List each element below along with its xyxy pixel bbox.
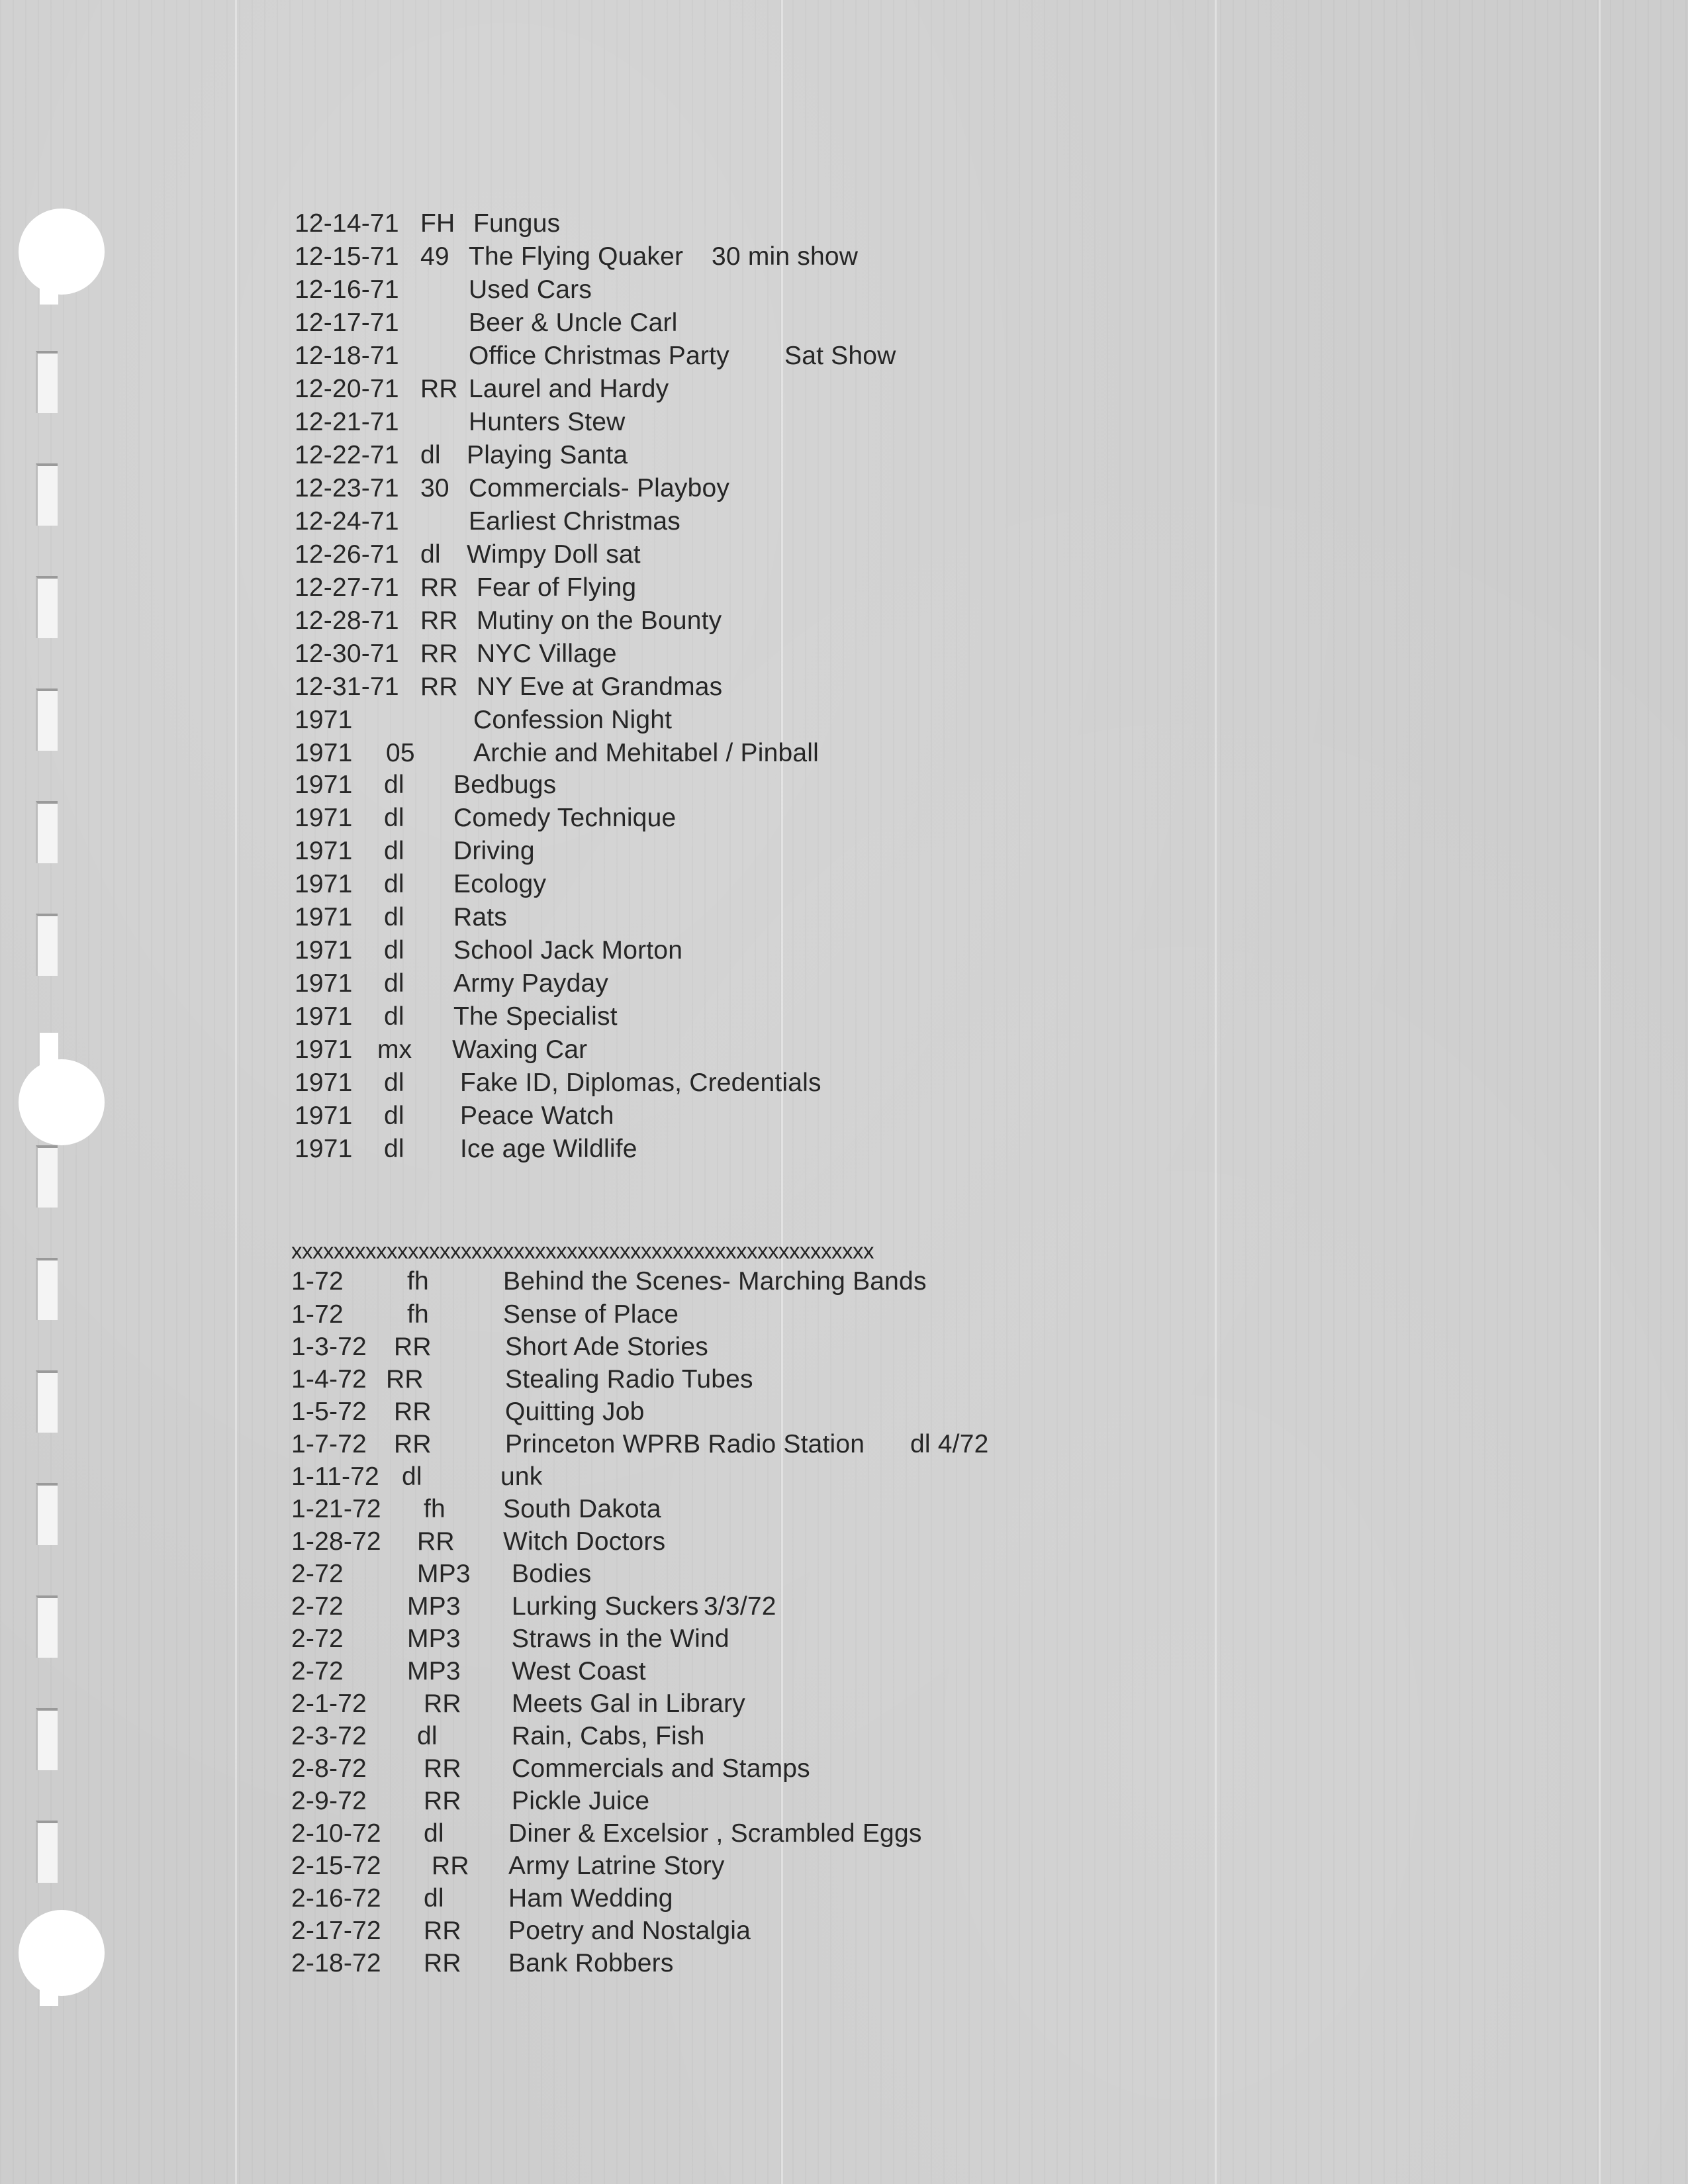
entry-title: Behind the Scenes- Marching Bands [503,1267,927,1296]
entry-title: Pickle Juice [512,1787,650,1815]
entry-code: MP3 [407,1592,461,1621]
entry-title: Beer & Uncle Carl [469,309,678,337]
entry-title: Army Payday [453,969,609,998]
section-separator: xxxxxxxxxxxxxxxxxxxxxxxxxxxxxxxxxxxxxxxxxxxxxxxxxxxxxxx [291,1239,874,1263]
binder-tab [36,688,58,751]
binder-tab [36,1258,58,1320]
entry-code: RR [420,573,458,602]
entry-date: 2-17-72 [291,1917,381,1945]
entry-code: RR [420,673,458,701]
entry-title: Bank Robbers [508,1949,674,1977]
entry-date: 12-24-71 [295,507,399,536]
binder-tab [36,801,58,863]
entry-code: RR [424,1949,461,1977]
entry-date: 2-72 [291,1560,344,1588]
entry-code: 05 [386,739,415,767]
entry-date: 1-11-72 [291,1462,379,1491]
entry-code: dl [384,771,404,799]
entry-date: 12-14-71 [295,209,399,238]
entry-date: 2-72 [291,1592,344,1621]
entry-code: dl [402,1462,422,1491]
entry-title: Lurking Suckers [512,1592,699,1621]
entry-date: 1-72 [291,1300,344,1329]
entry-code: dl [384,870,404,898]
entry-date: 1-3-72 [291,1333,367,1361]
entry-note: 30 min show [712,242,859,271]
entry-code: dl [384,1068,404,1097]
entry-title: Peace Watch [460,1102,614,1130]
entry-code: dl [417,1722,438,1750]
entry-code: dl [384,969,404,998]
binder-hole [19,1910,105,1996]
entry-title: Laurel and Hardy [469,375,669,403]
binder-tab [36,1595,58,1658]
entry-title: Rain, Cabs, Fish [512,1722,705,1750]
entry-code: dl [384,1135,404,1163]
entry-code: RR [424,1787,461,1815]
entry-title: Fear of Flying [477,573,637,602]
scan-streak [1215,0,1217,2184]
entry-title: Confession Night [473,706,673,734]
entry-date: 1-21-72 [291,1495,381,1523]
entry-title: Army Latrine Story [508,1852,725,1880]
entry-title: Earliest Christmas [469,507,680,536]
entry-code: RR [424,1917,461,1945]
binder-tab [36,1370,58,1433]
entry-date: 2-72 [291,1625,344,1653]
entry-code: dl [424,1819,444,1848]
binder-hole-stem [40,265,58,305]
entry-code: dl [384,903,404,931]
entry-date: 1971 [295,706,353,734]
entry-code: RR [432,1852,469,1880]
binder-hole-stem [40,1033,58,1086]
entry-code: RR [420,375,458,403]
entry-date: 12-18-71 [295,342,399,370]
entry-code: dl [384,804,404,832]
entry-date: 1971 [295,1068,353,1097]
entry-date: 1971 [295,837,353,865]
entry-title: Office Christmas Party [469,342,729,370]
entry-note: dl 4/72 [910,1430,989,1458]
entry-code: RR [424,1754,461,1783]
binder-tab [36,1483,58,1545]
entry-title: Straws in the Wind [512,1625,729,1653]
entry-date: 12-16-71 [295,275,399,304]
entry-date: 2-9-72 [291,1787,367,1815]
entry-code: fh [424,1495,445,1523]
entry-date: 2-8-72 [291,1754,367,1783]
binder-tab [36,1145,58,1208]
entry-code: FH [420,209,455,238]
scan-streak [235,0,237,2184]
entry-title: Fungus [473,209,561,238]
entry-code: RR [386,1365,424,1394]
entry-code: RR [417,1527,455,1556]
entry-date: 2-10-72 [291,1819,381,1848]
entry-date: 12-26-71 [295,540,399,569]
entry-title: Commercials- Playboy [469,474,730,502]
entry-date: 1971 [295,1102,353,1130]
entry-date: 2-18-72 [291,1949,381,1977]
entry-date: 12-21-71 [295,408,399,436]
entry-date: 1-4-72 [291,1365,367,1394]
entry-date: 12-31-71 [295,673,399,701]
entry-date: 12-23-71 [295,474,399,502]
entry-date: 12-15-71 [295,242,399,271]
entry-date: 12-17-71 [295,309,399,337]
entry-code: RR [424,1689,461,1718]
entry-note: 3/3/72 [704,1592,776,1621]
entry-title: Short Ade Stories [505,1333,708,1361]
entry-title: Princeton WPRB Radio Station [505,1430,865,1458]
entry-code: dl [384,1002,404,1031]
entry-date: 1-28-72 [291,1527,381,1556]
entry-date: 12-27-71 [295,573,399,602]
entry-code: mx [377,1035,412,1064]
entry-title: Poetry and Nostalgia [508,1917,751,1945]
entry-note: Sat Show [784,342,896,370]
entry-title: Ecology [453,870,547,898]
entry-title: Comedy Technique [453,804,677,832]
entry-title: Bodies [512,1560,592,1588]
entry-title: NY Eve at Grandmas [477,673,723,701]
entry-code: dl [384,837,404,865]
entry-date: 12-20-71 [295,375,399,403]
entry-code: dl [384,936,404,965]
entry-date: 1971 [295,969,353,998]
entry-date: 1971 [295,1035,353,1064]
entry-date: 1971 [295,804,353,832]
entry-date: 2-16-72 [291,1884,381,1913]
entry-code: MP3 [407,1625,461,1653]
entry-code: fh [407,1300,429,1329]
entry-date: 2-72 [291,1657,344,1685]
entry-title: Diner & Excelsior , Scrambled Eggs [508,1819,922,1848]
entry-date: 1971 [295,936,353,965]
entry-date: 1-72 [291,1267,344,1296]
entry-title: Archie and Mehitabel / Pinball [473,739,819,767]
entry-title: Rats [453,903,507,931]
entry-code: 49 [420,242,449,271]
entry-date: 2-1-72 [291,1689,367,1718]
entry-date: 1971 [295,1135,353,1163]
entry-code: dl [420,540,441,569]
entry-title: Quitting Job [505,1398,645,1426]
entry-date: 1971 [295,739,353,767]
entry-title: Bedbugs [453,771,557,799]
entry-code: RR [394,1430,432,1458]
binder-tab [36,1708,58,1770]
entry-date: 1971 [295,1002,353,1031]
entry-code: RR [420,640,458,668]
binder-hole-stem [40,1966,58,2006]
entry-date: 12-30-71 [295,640,399,668]
entry-code: RR [420,606,458,635]
entry-title: Wimpy Doll sat [467,540,641,569]
entry-code: 30 [420,474,449,502]
entry-title: Stealing Radio Tubes [505,1365,753,1394]
entry-code: dl [420,441,441,469]
entry-code: dl [424,1884,444,1913]
entry-title: Hunters Stew [469,408,626,436]
entry-title: West Coast [512,1657,646,1685]
entry-code: MP3 [407,1657,461,1685]
entry-title: unk [500,1462,543,1491]
entry-date: 1971 [295,903,353,931]
entry-date: 1971 [295,771,353,799]
binder-hole [19,209,105,295]
entry-title: Commercials and Stamps [512,1754,810,1783]
entry-title: School Jack Morton [453,936,683,965]
scan-streak [1599,0,1601,2184]
entry-date: 1971 [295,870,353,898]
entry-code: MP3 [417,1560,471,1588]
entry-title: Fake ID, Diplomas, Credentials [460,1068,821,1097]
entry-date: 12-28-71 [295,606,399,635]
entry-code: fh [407,1267,429,1296]
entry-title: Used Cars [469,275,592,304]
entry-code: RR [394,1398,432,1426]
entry-title: The Specialist [453,1002,618,1031]
entry-title: NYC Village [477,640,617,668]
entry-title: Waxing Car [452,1035,588,1064]
entry-date: 1-5-72 [291,1398,367,1426]
entry-title: South Dakota [503,1495,661,1523]
entry-title: Ice age Wildlife [460,1135,637,1163]
entry-code: dl [384,1102,404,1130]
entry-title: Ham Wedding [508,1884,673,1913]
binder-tab [36,914,58,976]
entry-date: 12-22-71 [295,441,399,469]
binder-tab [36,463,58,526]
entry-title: Witch Doctors [503,1527,666,1556]
binder-tab [36,576,58,638]
entry-title: The Flying Quaker [469,242,684,271]
entry-title: Sense of Place [503,1300,679,1329]
entry-code: RR [394,1333,432,1361]
binder-hole [19,1059,105,1145]
entry-title: Playing Santa [467,441,628,469]
entry-title: Meets Gal in Library [512,1689,745,1718]
entry-title: Driving [453,837,535,865]
entry-date: 1-7-72 [291,1430,367,1458]
entry-title: Mutiny on the Bounty [477,606,722,635]
entry-date: 2-15-72 [291,1852,381,1880]
entry-date: 2-3-72 [291,1722,367,1750]
binder-tab [36,351,58,413]
binder-tab [36,1821,58,1883]
